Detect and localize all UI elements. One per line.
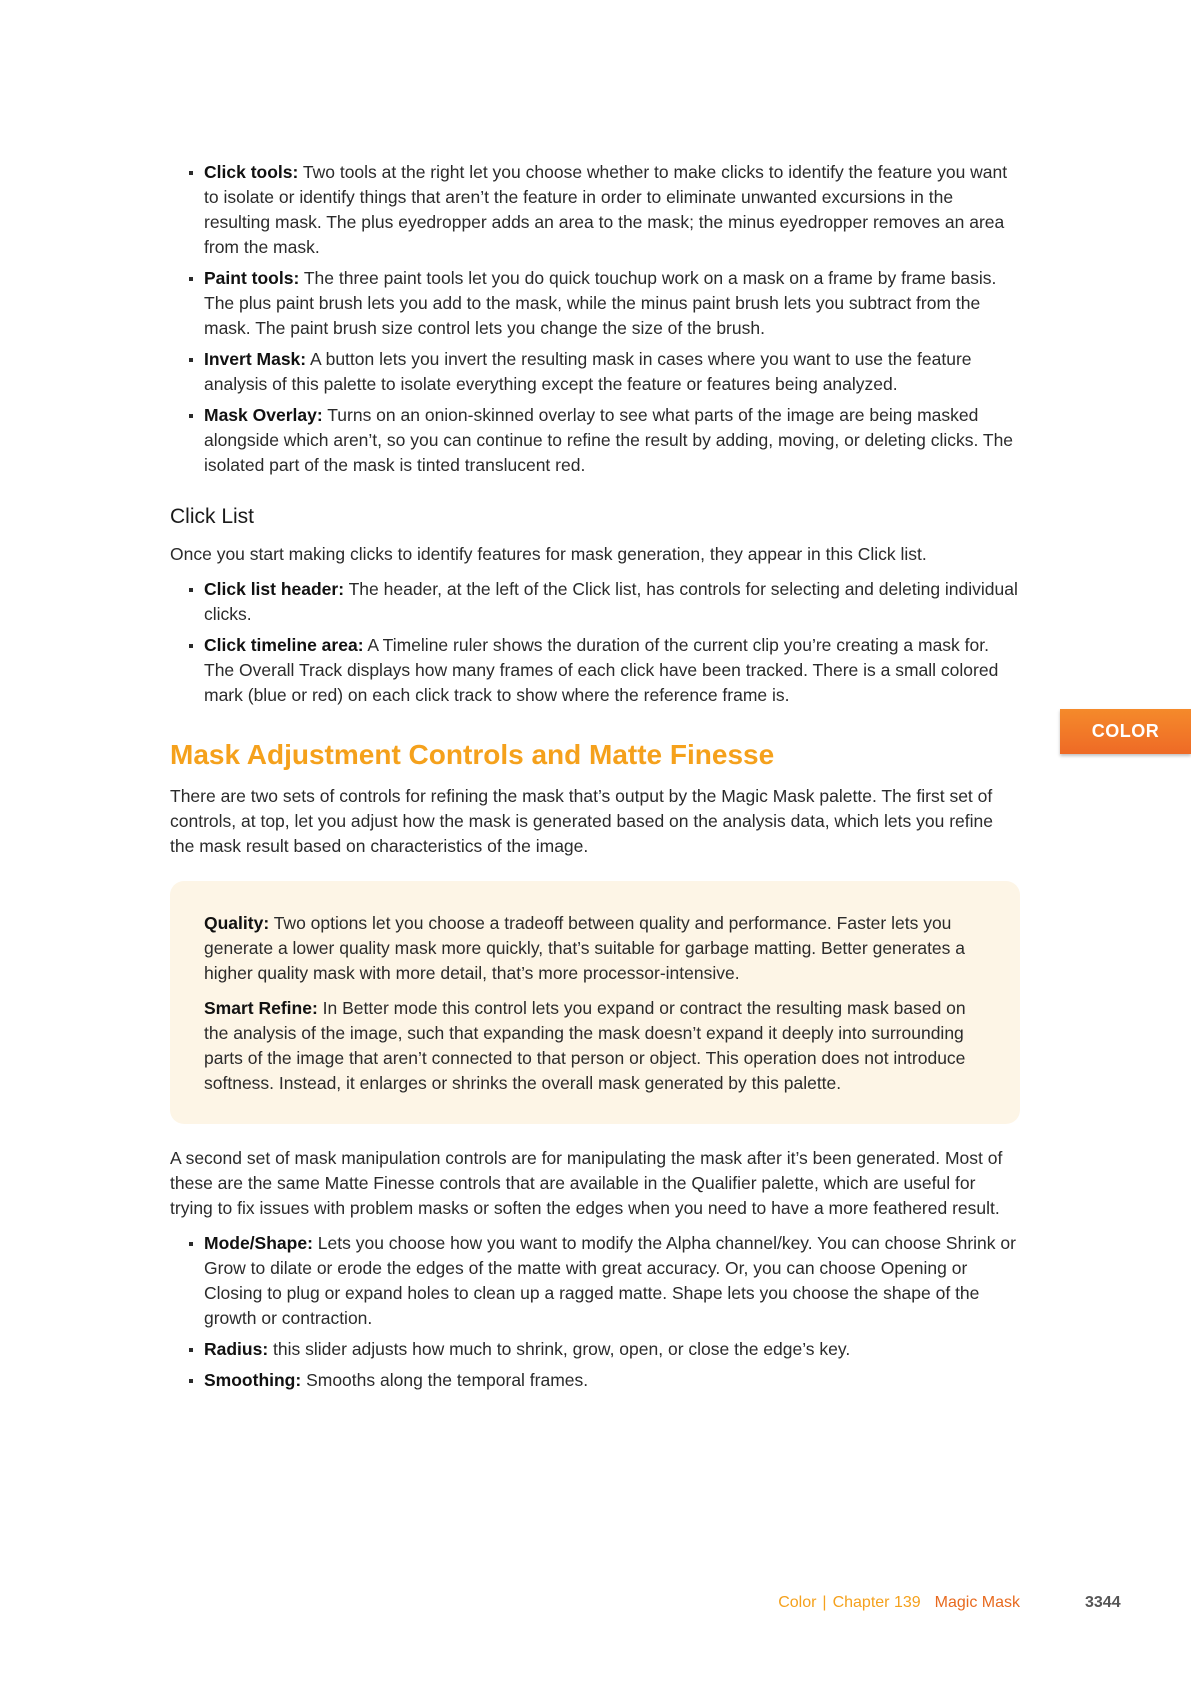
list-item-term: Invert Mask: (204, 349, 307, 369)
page-footer (0, 1594, 1191, 1618)
list-item-term: Radius: (204, 1339, 269, 1359)
list-item (170, 1337, 1020, 1362)
click-list-items (170, 577, 1020, 708)
list-item-term: Paint tools: (204, 268, 300, 288)
list-item-text: A button lets you invert the resulting mask in cases where you want to use the feature analysis of this palette to isolate everything except the feature or features being analyzed. (204, 349, 972, 394)
second-paragraph: A second set of mask manipulation controls are for manipulating the mask after it’s been generated. Most of these are the same Matte Finesse controls that are available in the Qualifier palette, which are useful for trying to fix issues with problem masks or soften the edges when you need to have a more feathered result. (170, 1148, 1003, 1218)
list-item-term: Click timeline area: (204, 635, 364, 655)
list-item (170, 160, 1020, 260)
list-item-term: Click list header: (204, 579, 345, 599)
list-item-term: Mode/Shape: (204, 1233, 313, 1253)
list-item (170, 1368, 1020, 1393)
click-list-heading: Click List (170, 505, 255, 528)
list-item-text: A Timeline ruler shows the duration of the current clip you’re creating a mask for. The Overall Track displays how many frames of each click have been tracked. There is a small colored mark (blue or red) on each click track to show where the reference frame is. (204, 635, 999, 705)
list-item-text: The three paint tools let you do quick touchup work on a mask on a frame by frame basis. The plus paint brush lets you add to the mask, while the minus paint brush lets you subtract from the mask. The paint brush size control lets you change the size of the brush. (204, 268, 997, 338)
callout-text: Two options let you choose a tradeoff between quality and performance. Faster lets you generate a lower quality mask more quickly, that’s suitable for garbage matting. Better generates a higher quality mask with more detail, that’s more processor-intensive. (204, 913, 966, 983)
list-item-text: Lets you choose how you want to modify the Alpha channel/key. You can choose Shrink or Grow to dilate or erode the edges of the matte with great accuracy. Or, you can choose Opening or Closing to plug or expand holes to clean up a ragged matte. Shape lets you choose the shape of the growth or contraction. (204, 1233, 1016, 1328)
matte-control-list (170, 1231, 1020, 1393)
list-item (170, 403, 1020, 478)
list-item (170, 1231, 1020, 1331)
list-item-term: Mask Overlay: (204, 405, 323, 425)
click-list-intro: Once you start making clicks to identify features for mask generation, they appear in this Click list. (170, 544, 927, 564)
list-item-text: Two tools at the right let you choose whether to make clicks to identify the feature you want to isolate or identify things that aren’t the feature in order to eliminate unwanted excursions in the resulting mask. The plus eyedropper adds an area to the mask; the minus eyedropper removes an area from the mask. (204, 162, 1008, 257)
list-item (170, 347, 1020, 397)
section-title: Mask Adjustment Controls and Matte Finesse (170, 739, 775, 770)
tool-list (170, 160, 1020, 478)
callout-text: In Better mode this control lets you expand or contract the resulting mask based on the analysis of the image, such that expanding the mask doesn’t expand it deeply into surrounding parts of the image that aren’t connected to that person or object. This operation does not introduce softness. Instead, it enlarges or shrinks the overall mask generated by this palette. (204, 998, 966, 1093)
callout-term: Quality: (204, 913, 270, 933)
footer-section: Color (778, 1594, 817, 1611)
page-content (170, 160, 1020, 1399)
footer-breadcrumb (778, 1594, 1020, 1612)
list-item-term: Click tools: (204, 162, 299, 182)
callout-paragraph (204, 911, 986, 986)
footer-separator: | (822, 1594, 827, 1611)
callout-term: Smart Refine: (204, 998, 318, 1018)
section-intro: There are two sets of controls for refining the mask that’s output by the Magic Mask palette. The first set of controls, at top, let you adjust how the mask is generated based on the analysis data, which lets you refine the mask result based on characteristics of the image. (170, 786, 993, 856)
callout-box (170, 881, 1020, 1124)
callout-paragraph (204, 996, 986, 1096)
chapter-tab[interactable]: COLOR (1060, 709, 1191, 754)
list-item-text: Smooths along the temporal frames. (301, 1370, 589, 1390)
footer-chapter: Chapter 139 (832, 1594, 921, 1611)
list-item-text: this slider adjusts how much to shrink, grow, open, or close the edge’s key. (268, 1339, 851, 1359)
list-item-text: The header, at the left of the Click list, has controls for selecting and deleting individual clicks. (204, 579, 1018, 624)
list-item (170, 577, 1020, 627)
list-item-term: Smoothing: (204, 1370, 302, 1390)
list-item (170, 633, 1020, 708)
footer-topic: Magic Mask (934, 1594, 1020, 1611)
list-item-text: Turns on an onion-skinned overlay to see what parts of the image are being masked alongside which aren’t, so you can continue to refine the result by adding, moving, or deleting clicks. The isolated part of the mask is tinted translucent red. (204, 405, 1014, 475)
page-number: 3344 (1085, 1594, 1121, 1611)
list-item (170, 266, 1020, 341)
